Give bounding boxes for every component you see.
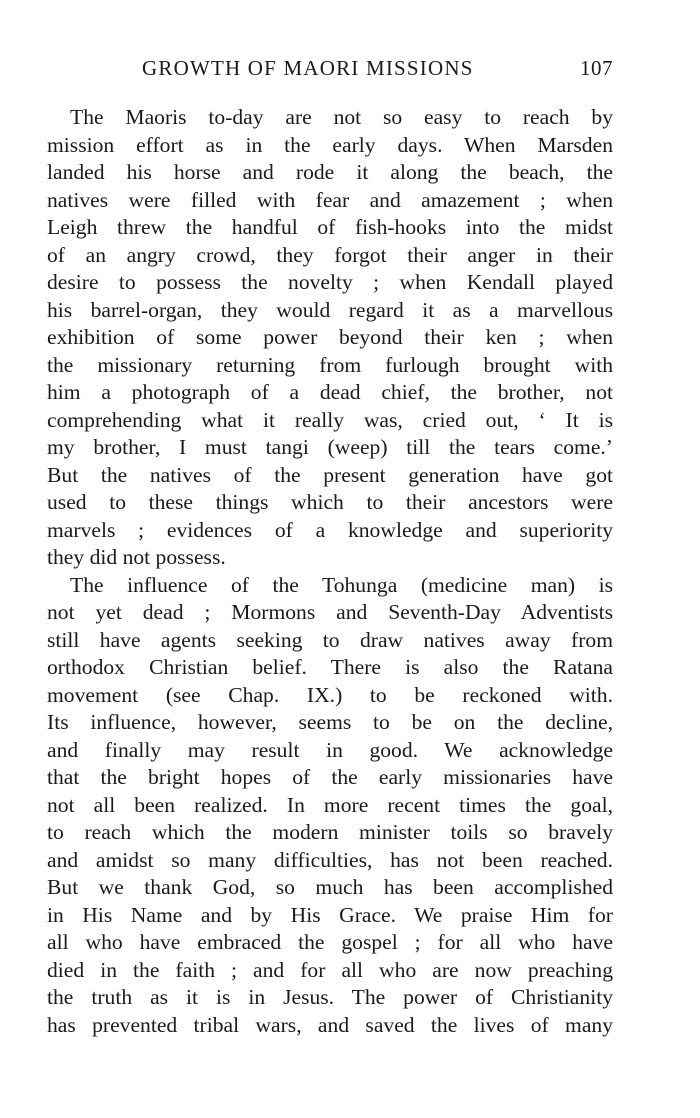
text-line: still have agents seeking to draw natives away from <box>47 627 613 652</box>
text-line: movement (see Chap. IX.) to be reckoned with. <box>47 682 613 707</box>
text-line: natives were filled with fear and amazement ; when <box>47 187 613 212</box>
text-line: and amidst so many difficulties, has not been reached. <box>47 847 613 872</box>
text-line: But we thank God, so much has been accomplished <box>47 875 613 899</box>
text-line: landed his horse and rode it along the beach, the <box>47 160 613 184</box>
page-number: 107 <box>580 56 613 80</box>
text-line: mission effort as in the early days. When Marsden <box>47 132 613 157</box>
text-line: of an angry crowd, they forgot their anger in their <box>47 242 613 267</box>
text-line: used to these things which to their ancestors were <box>47 490 613 514</box>
text-line: his barrel-organ, they would regard it as a marvellous <box>47 297 613 322</box>
text-line: The Maoris to-day are not so easy to reach by <box>70 105 613 129</box>
text-line: they did not possess. <box>47 545 226 569</box>
text-line: The influence of the Tohunga (medicine man) is <box>70 572 613 597</box>
text-line: not all been realized. In more recent times the goal, <box>47 792 613 817</box>
paragraph-2 <box>47 572 613 1040</box>
text-line: orthodox Christian belief. There is also the Ratana <box>47 655 613 679</box>
text-line: But the natives of the present generation have got <box>47 462 613 487</box>
text-line: in His Name and by His Grace. We praise Him for <box>47 902 613 927</box>
text-line: him a photograph of a dead chief, the brother, not <box>47 380 613 404</box>
text-line: exhibition of some power beyond their ken ; when <box>47 325 613 349</box>
text-line: Its influence, however, seems to be on the decline, <box>47 710 613 734</box>
text-line: to reach which the modern minister toils so bravely <box>47 820 613 844</box>
text-line: marvels ; evidences of a knowledge and superiority <box>47 517 613 542</box>
text-line: that the bright hopes of the early missionaries have <box>47 765 613 789</box>
text-line: my brother, I must tangi (weep) till the tears come.’ <box>47 435 613 459</box>
text-line: the truth as it is in Jesus. The power of Christianity <box>47 985 613 1009</box>
text-line: the missionary returning from furlough brought with <box>47 352 613 377</box>
body-text <box>47 104 613 1039</box>
running-head <box>47 56 613 86</box>
running-title: GROWTH OF MAORI MISSIONS <box>142 56 474 80</box>
text-line: has prevented tribal wars, and saved the lives of many <box>47 1012 613 1037</box>
text-line: Leigh threw the handful of fish-hooks into the midst <box>47 215 613 239</box>
text-line: died in the faith ; and for all who are now preaching <box>47 957 613 982</box>
text-line: desire to possess the novelty ; when Kendall played <box>47 270 613 294</box>
paragraph-1 <box>47 104 613 572</box>
text-line: not yet dead ; Mormons and Seventh-Day Adventists <box>47 600 613 624</box>
text-line: all who have embraced the gospel ; for all who have <box>47 930 613 954</box>
text-line: comprehending what it really was, cried out, ‘ It is <box>47 407 613 432</box>
text-line: and finally may result in good. We acknowledge <box>47 737 613 762</box>
